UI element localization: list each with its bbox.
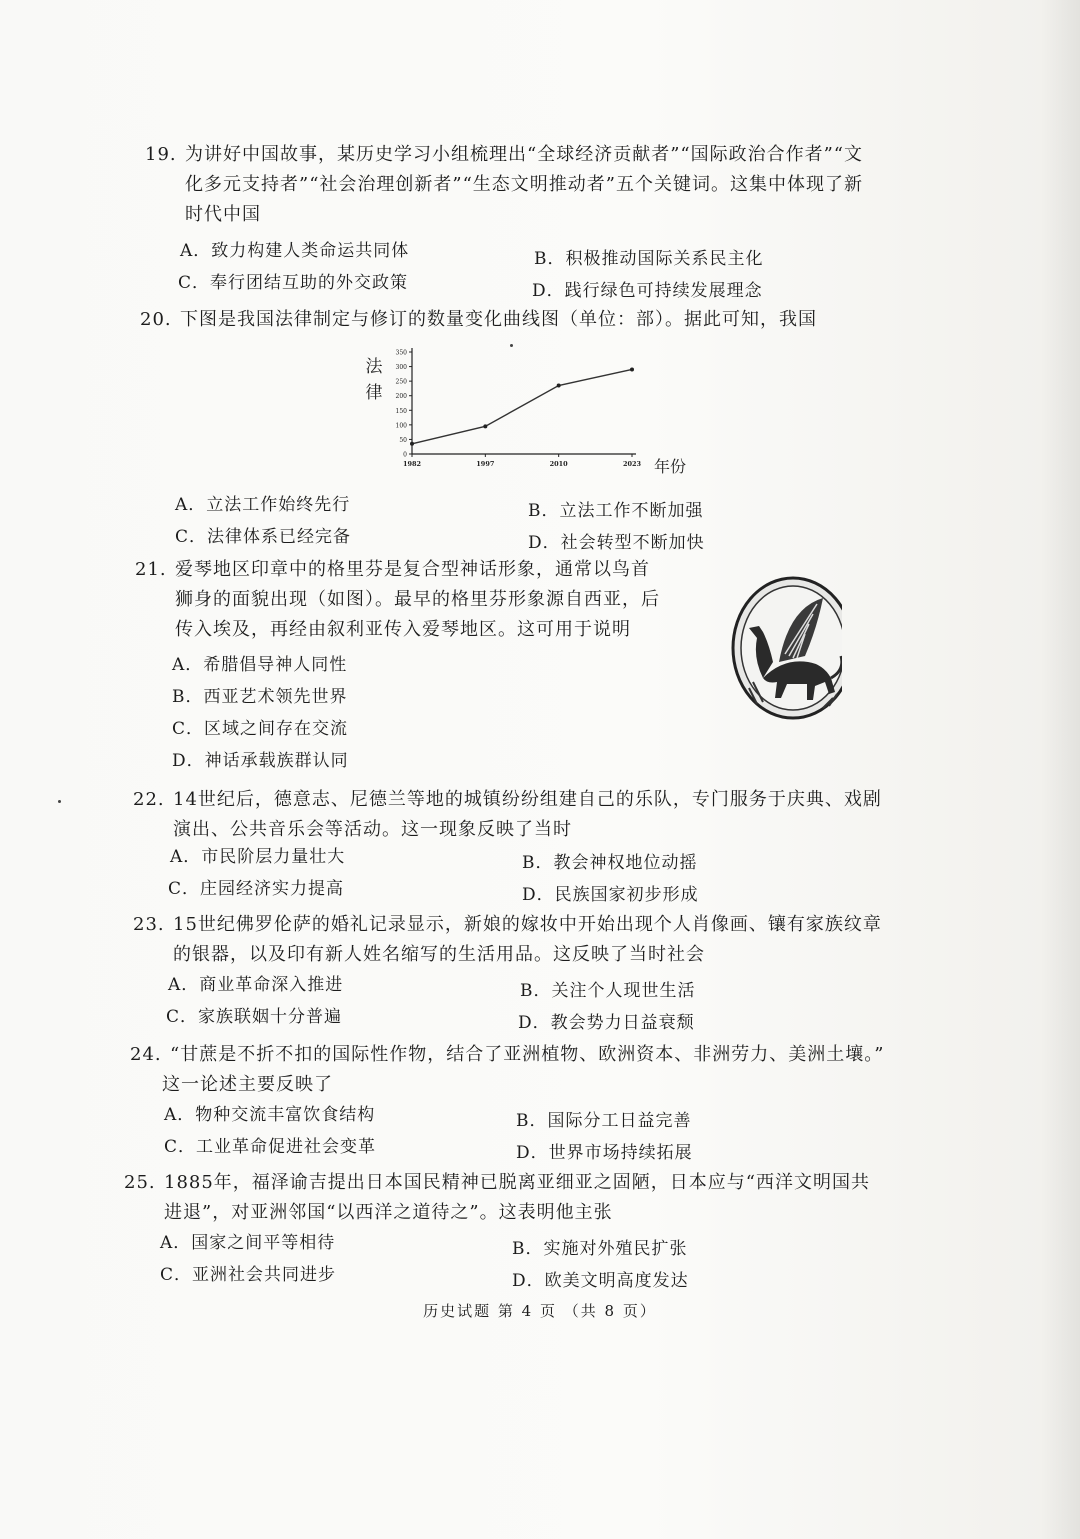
q20-option-a[interactable]: A．立法工作始终先行 <box>175 495 351 515</box>
x-tick-label: 1982 <box>402 460 422 468</box>
question-25-line-1: 25. 1885年，福泽谕吉提出日本国民精神已脱离亚细亚之固陋，日本应与“西洋文明国共 <box>124 1172 871 1193</box>
q24-option-c[interactable]: C．工业革命促进社会变革 <box>164 1137 377 1157</box>
q21-option-b[interactable]: B．西亚艺术领先世界 <box>172 687 348 707</box>
x-tick-label: 2023 <box>622 460 642 468</box>
x-tick-label: 1997 <box>476 460 495 468</box>
q20-option-c[interactable]: C．法律体系已经完备 <box>175 527 352 547</box>
q23-option-b[interactable]: B．关注个人现世生活 <box>520 981 696 1001</box>
q20-option-d[interactable]: D．社会转型不断加快 <box>528 533 705 553</box>
question-20-line-1: 20. 下图是我国法律制定与修订的数量变化曲线图（单位：部）。据此可知，我国 <box>140 309 817 330</box>
q24-option-d[interactable]: D．世界市场持续拓展 <box>516 1143 693 1163</box>
q20-option-b[interactable]: B．立法工作不断加强 <box>528 501 704 521</box>
question-24-line-2: 这一论述主要反映了 <box>162 1074 333 1095</box>
data-point <box>630 367 634 371</box>
y-tick-label: 0 <box>403 451 407 459</box>
question-22-line-1: 22. 14世纪后，德意志、尼德兰等地的城镇纷纷组建自己的乐队，专门服务于庆典、戏剧 <box>133 789 882 810</box>
question-21-line-2: 狮身的面貌出现（如图）。最早的格里芬形象源自西亚，后 <box>175 589 660 610</box>
q22-option-b[interactable]: B．教会神权地位动摇 <box>522 853 698 873</box>
q19-option-a[interactable]: A．致力构建人类命运共同体 <box>180 241 410 261</box>
question-24-line-1: 24. “甘蔗是不折不扣的国际性作物，结合了亚洲植物、欧洲资本、非洲劳力、美洲土壤。” <box>130 1044 885 1065</box>
q25-option-a[interactable]: A．国家之间平等相待 <box>160 1233 336 1253</box>
scan-speck <box>510 344 513 347</box>
question-23-line-1: 23. 15世纪佛罗伦萨的婚礼记录显示，新娘的嫁妆中开始出现个人肖像画、镶有家族纹章 <box>133 914 882 935</box>
q23-option-d[interactable]: D．教会势力日益衰颓 <box>518 1013 695 1033</box>
series-line <box>412 369 632 443</box>
question-22-line-2: 演出、公共音乐会等活动。这一现象反映了当时 <box>173 819 572 840</box>
data-point <box>557 384 561 388</box>
y-tick-label: 250 <box>395 378 407 386</box>
q19-option-d[interactable]: D．践行绿色可持续发展理念 <box>532 281 763 301</box>
scan-speck <box>58 800 61 803</box>
question-25-line-2: 进退”，对亚洲邻国“以西洋之道待之”。这表明他主张 <box>164 1202 613 1223</box>
q23-option-c[interactable]: C．家族联姻十分普遍 <box>166 1007 343 1027</box>
y-tick-label: 200 <box>395 393 407 401</box>
question-25 <box>124 1168 924 1228</box>
q22-option-a[interactable]: A．市民阶层力量壮大 <box>170 847 346 867</box>
q25-option-c[interactable]: C．亚洲社会共同进步 <box>160 1265 337 1285</box>
y-tick-label: 50 <box>399 436 407 444</box>
question-21-line-1: 21. 爱琴地区印章中的格里芬是复合型神话形象，通常以鸟首 <box>135 559 650 580</box>
question-19-line-1: 19. 为讲好中国故事，某历史学习小组梳理出“全球经济贡献者”“国际政治合作者”“文 <box>145 144 864 165</box>
q19-option-c[interactable]: C．奉行团结互助的外交政策 <box>178 273 409 293</box>
question-21 <box>135 555 695 645</box>
y-tick-label: 300 <box>395 364 407 372</box>
data-point <box>410 442 414 446</box>
griffin-seal-image <box>714 574 842 722</box>
question-19 <box>145 140 925 230</box>
q21-option-a[interactable]: A．希腊倡导神人同性 <box>172 655 348 675</box>
q24-option-b[interactable]: B．国际分工日益完善 <box>516 1111 692 1131</box>
data-point <box>483 424 487 428</box>
question-20 <box>140 305 920 335</box>
laws-line-chart <box>352 342 692 482</box>
question-23-line-2: 的银器，以及印有新人姓名缩写的生活用品。这反映了当时社会 <box>173 944 705 965</box>
page-footer: 历史试题 第 4 页 （共 8 页） <box>423 1302 657 1320</box>
q19-option-b[interactable]: B．积极推动国际关系民主化 <box>534 249 764 269</box>
y-axis-label: 律 <box>365 383 383 403</box>
y-tick-label: 100 <box>395 422 407 430</box>
x-tick-label: 2010 <box>549 460 568 468</box>
q22-option-c[interactable]: C．庄园经济实力提高 <box>168 879 345 899</box>
y-tick-label: 150 <box>395 407 407 415</box>
y-axis-label: 法 <box>365 357 383 377</box>
q21-option-c[interactable]: C．区域之间存在交流 <box>172 719 349 739</box>
q21-option-d[interactable]: D．神话承载族群认同 <box>172 751 349 771</box>
q23-option-a[interactable]: A．商业革命深入推进 <box>168 975 344 995</box>
q25-option-d[interactable]: D．欧美文明高度发达 <box>512 1271 689 1291</box>
question-23 <box>133 910 913 970</box>
q25-option-b[interactable]: B．实施对外殖民扩张 <box>512 1239 688 1259</box>
y-tick-label: 350 <box>395 349 407 357</box>
question-24 <box>130 1040 930 1100</box>
question-19-line-2: 化多元支持者”“社会治理创新者”“生态文明推动者”五个关键词。这集中体现了新 <box>185 174 864 195</box>
x-axis-label: 年份 <box>654 457 687 476</box>
q22-option-d[interactable]: D．民族国家初步形成 <box>522 885 699 905</box>
question-22 <box>133 785 913 845</box>
q24-option-a[interactable]: A．物种交流丰富饮食结构 <box>164 1105 376 1125</box>
question-19-line-3: 时代中国 <box>185 204 261 225</box>
question-21-line-3: 传入埃及，再经由叙利亚传入爱琴地区。这可用于说明 <box>175 619 631 640</box>
